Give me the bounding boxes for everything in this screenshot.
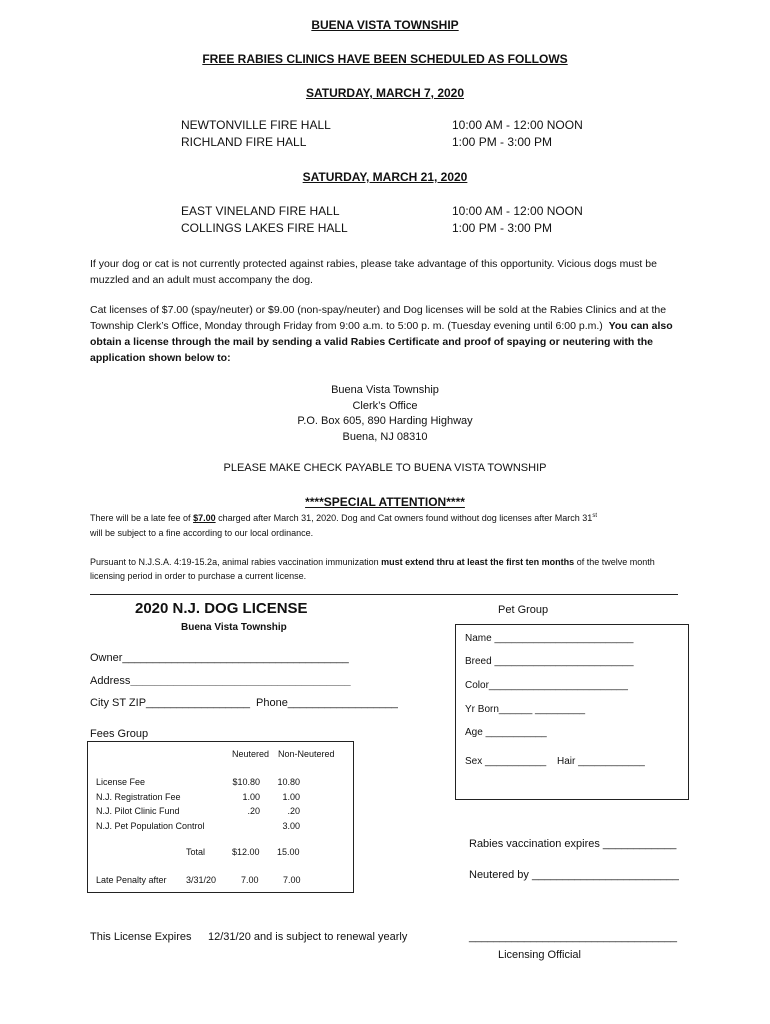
page-title: BUENA VISTA TOWNSHIP (311, 18, 459, 32)
address-field-line: ____________________________________ (130, 675, 351, 687)
neutered-by-field[interactable]: Neutered by ________________________ (469, 869, 679, 881)
pet-color-field[interactable]: Color_________________________ (465, 680, 628, 691)
total-non-neutered: 15.00 (277, 847, 300, 857)
late-fee-amount: $7.00 (193, 513, 216, 523)
fee-label: N.J. Pet Population Control (96, 820, 205, 831)
city-field[interactable]: City ST ZIP_________________ (90, 697, 251, 709)
vaccination-text: Pursuant to N.J.S.A. 4:19-15.2a, animal rabies vaccination immunization (90, 557, 382, 567)
fee-non-neutered: .20 (287, 806, 300, 817)
pet-yr-born-field[interactable]: Yr Born______ _________ (465, 704, 586, 715)
license-form-title: 2020 N.J. DOG LICENSE (135, 600, 308, 617)
late-fee-superscript: st (592, 513, 597, 519)
total-label: Total (186, 847, 206, 857)
fine-notice: will be subject to a fine according to our local ordinance. (90, 528, 314, 538)
fee-header-neutered: Neutered (232, 749, 270, 759)
late-penalty-date: 3/31/20 (186, 875, 217, 885)
licensing-official-label: Licensing Official (498, 949, 581, 961)
pet-name-field[interactable]: Name _________________________ (465, 633, 634, 644)
late-fee-notice (90, 513, 597, 523)
late-fee-text: charged after March 31, 2020. Dog and Cat owners found without dog licenses after March 31 (215, 513, 593, 523)
expires-text: 12/31/20 and is subject to renewal yearly (208, 931, 408, 943)
late-penalty-non-neutered: 7.00 (283, 875, 301, 885)
fee-neutered (226, 819, 260, 834)
fee-label: License Fee (96, 777, 146, 788)
signature-line[interactable]: __________________________________ (469, 931, 678, 943)
table-row (96, 819, 300, 834)
license-paragraph (90, 302, 690, 366)
address-line: Buena, NJ 08310 (342, 431, 428, 443)
fee-header-non-neutered: Non-Neutered (278, 749, 335, 759)
clinic-time: 1:00 PM - 3:00 PM (452, 135, 553, 149)
table-row (96, 804, 300, 819)
clinic-location: NEWTONVILLE FIRE HALL (181, 118, 331, 132)
special-attention-heading: ****SPECIAL ATTENTION**** (305, 495, 465, 509)
pet-group-label: Pet Group (498, 604, 549, 616)
page-subtitle: FREE RABIES CLINICS HAVE BEEN SCHEDULED AS FOLLOWS (202, 52, 568, 66)
clinic-location: RICHLAND FIRE HALL (181, 135, 307, 149)
table-row (96, 775, 300, 790)
fees-table (96, 775, 300, 833)
fee-label: N.J. Registration Fee (96, 791, 181, 802)
fee-neutered: 1.00 (242, 791, 260, 802)
clinic-location: COLLINGS LAKES FIRE HALL (181, 221, 348, 235)
phone-field[interactable]: Phone__________________ (256, 697, 398, 709)
vaccination-bold: must extend thru at least the first ten months (381, 557, 575, 567)
fees-group-label: Fees Group (90, 728, 149, 740)
clinic-location: EAST VINELAND FIRE HALL (181, 204, 340, 218)
fee-neutered: $10.80 (232, 777, 260, 788)
payable-notice: PLEASE MAKE CHECK PAYABLE TO BUENA VISTA TOWNSHIP (223, 462, 547, 474)
fee-non-neutered: 10.80 (277, 777, 300, 788)
license-mail-text: You can also obtain a license through the mail by sending a valid Rabies Certificate and proof of spaying or neutering with the application shown below to: (90, 320, 673, 364)
clinic-date-1: SATURDAY, MARCH 7, 2020 (305, 86, 465, 100)
fee-non-neutered: 3.00 (282, 820, 300, 831)
vaccination-notice (90, 555, 680, 583)
pet-hair-field[interactable]: Hair ____________ (557, 756, 645, 767)
intro-paragraph: If your dog or cat is not currently protected against rabies, please take advantage of this opportunity. Vicious dogs must be muzzled and an adult must accompany the dog. (90, 258, 657, 286)
expires-label: This License Expires (90, 931, 192, 943)
vaccination-text: of the twelve month licensing period in order to purchase a current license. (90, 557, 655, 581)
clinic-time: 10:00 AM - 12:00 NOON (452, 118, 583, 132)
pet-breed-field[interactable]: Breed _________________________ (465, 656, 634, 667)
fee-label: N.J. Pilot Clinic Fund (96, 806, 180, 817)
license-text: Cat licenses of $7.00 (spay/neuter) or $9.00 (non-spay/neuter) and Dog licenses will be sold at the Rabies Clinics and at the Township Clerk’s Office, Monday through Friday from 9:00 a.m. to 5:00 p. m. (Tuesday evening until 6:00 p.m.) (90, 304, 667, 332)
cut-line (90, 594, 678, 595)
address-line: Clerk’s Office (352, 400, 418, 412)
total-neutered: $12.00 (232, 847, 260, 857)
late-fee-text: There will be a late fee of (90, 513, 194, 523)
address-field[interactable] (90, 675, 351, 687)
fee-non-neutered: 1.00 (282, 791, 300, 802)
license-township: Buena Vista Township (181, 622, 287, 633)
rabies-expires-field[interactable]: Rabies vaccination expires ____________ (469, 838, 677, 850)
pet-age-field[interactable]: Age ___________ (465, 727, 547, 738)
clinic-time: 10:00 AM - 12:00 NOON (452, 204, 583, 218)
clinic-time: 1:00 PM - 3:00 PM (452, 221, 553, 235)
fee-neutered: .20 (247, 806, 260, 817)
address-line: P.O. Box 605, 890 Harding Highway (297, 415, 473, 427)
address-line: Buena Vista Township (331, 384, 439, 396)
pet-sex-field[interactable]: Sex ___________ (465, 756, 547, 767)
address-field-label: Address (90, 675, 131, 687)
late-penalty-label: Late Penalty after (96, 875, 167, 885)
owner-field[interactable]: Owner_____________________________________ (90, 652, 349, 664)
table-row (96, 790, 300, 805)
clinic-date-2: SATURDAY, MARCH 21, 2020 (302, 170, 468, 184)
late-penalty-neutered: 7.00 (241, 875, 259, 885)
